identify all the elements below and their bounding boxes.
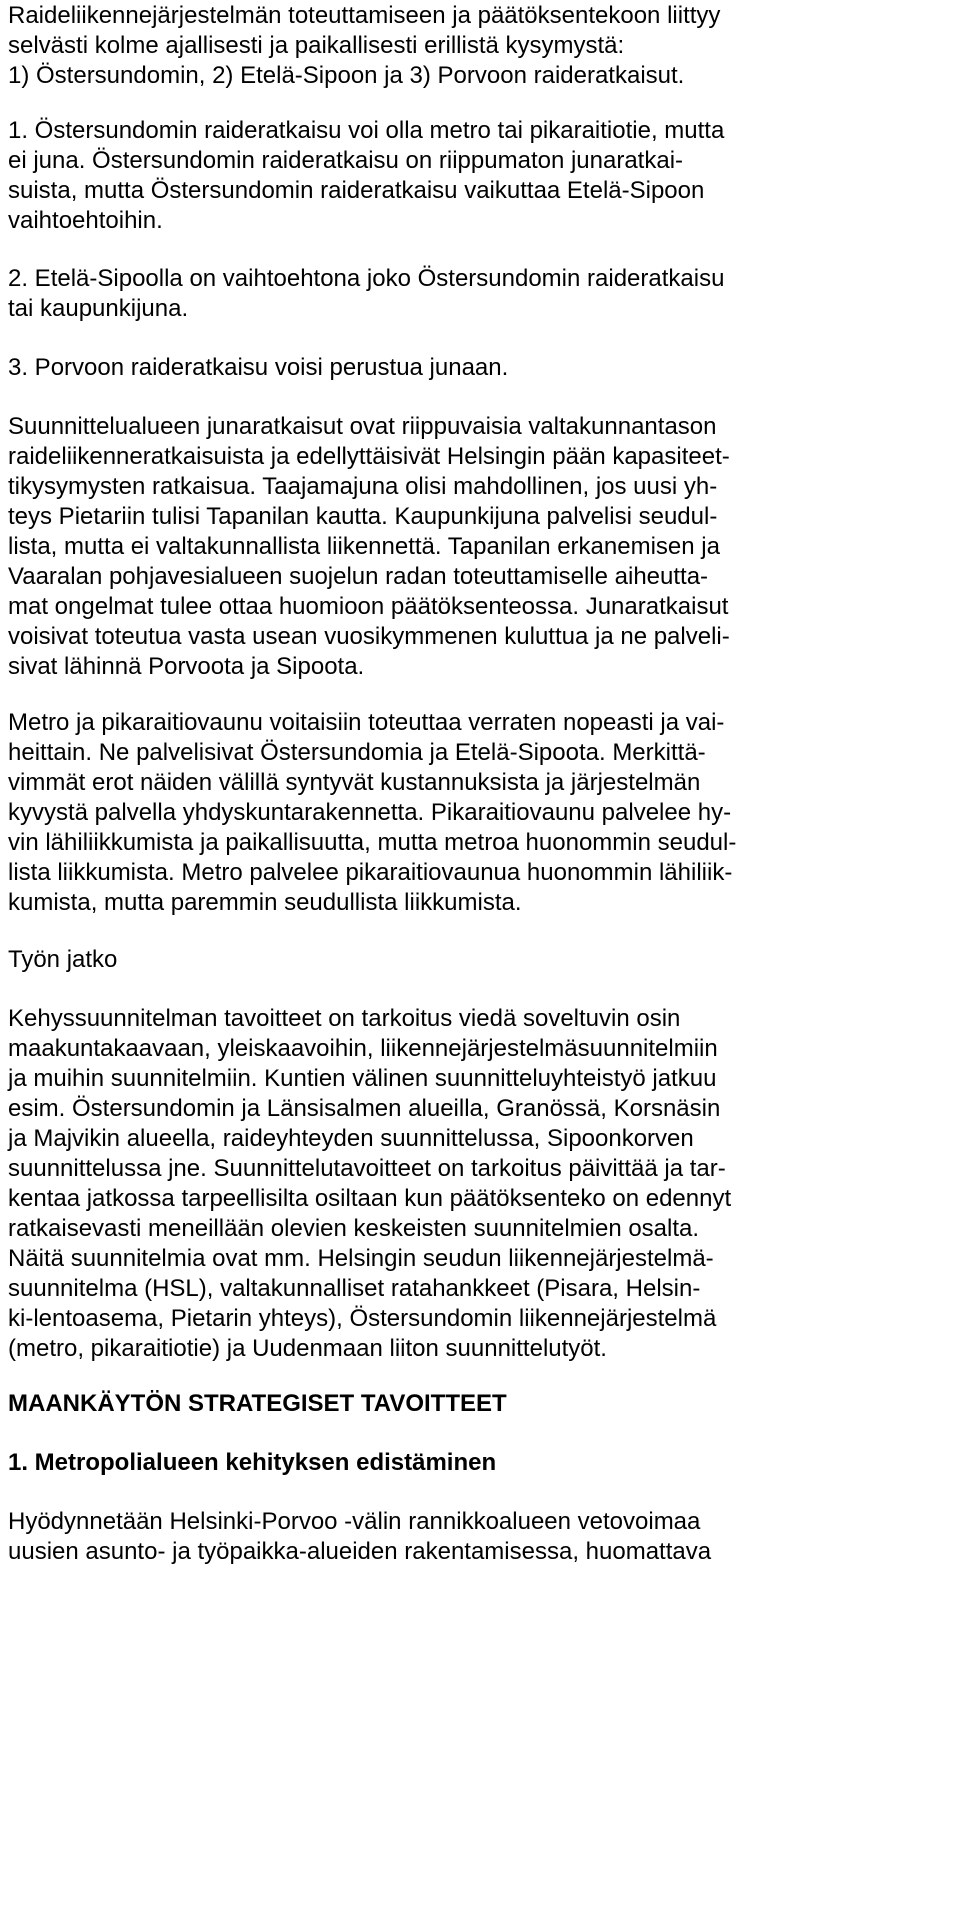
text-line: vin lähiliikkumista ja paikallisuutta, mutta metroa huonommin seudul-	[8, 829, 737, 856]
text-line: 3. Porvoon raideratkaisu voisi perustua junaan.	[8, 354, 509, 381]
paragraph-item-3	[8, 353, 508, 383]
text-line: voisivat toteutua vasta usean vuosikymmenen kuluttua ja ne palveli-	[8, 623, 730, 650]
paragraph-intro	[8, 1, 720, 91]
text-line: uusien asunto- ja työpaikka-alueiden rakentamisessa, huomattava	[8, 1538, 712, 1565]
text-line: selvästi kolme ajallisesti ja paikallisesti erillistä kysymystä:	[8, 32, 625, 59]
text-line: ja muihin suunnitelmiin. Kuntien välinen suunnitteluyhteistyö jatkuu	[8, 1065, 717, 1092]
paragraph-junaratkaisut	[8, 412, 730, 682]
paragraph-final	[8, 1507, 711, 1567]
section-heading: 1. Metropolialueen kehityksen edistäminen	[8, 1449, 497, 1476]
text-line: raideliikenneratkaisuista ja edellyttäisivät Helsingin pään kapasiteet-	[8, 443, 730, 470]
text-line: mat ongelmat tulee ottaa huomioon päätöksenteossa. Junaratkaisut	[8, 593, 729, 620]
heading-strategic	[8, 1389, 507, 1419]
text-line: suunnittelussa jne. Suunnittelutavoitteet on tarkoitus päivittää ja tar-	[8, 1155, 726, 1182]
text-line: suunnitelma (HSL), valtakunnalliset ratahankkeet (Pisara, Helsin-	[8, 1275, 701, 1302]
text-line: teys Pietariin tulisi Tapanilan kautta. Kaupunkijuna palvelisi seudul-	[8, 503, 718, 530]
text-line: ratkaisevasti meneillään olevien keskeisten suunnitelmien osalta.	[8, 1215, 700, 1242]
text-line: Raideliikennejärjestelmän toteuttamiseen ja päätöksentekoon liittyy	[8, 2, 721, 29]
paragraph-kehyssuunnitelma	[8, 1004, 731, 1364]
subheading-tyon-jatko	[8, 945, 117, 975]
text-line: (metro, pikaraitiotie) ja Uudenmaan liiton suunnittelutyöt.	[8, 1335, 607, 1362]
text-line: lista, mutta ei valtakunnallista liikennettä. Tapanilan erkanemisen ja	[8, 533, 720, 560]
text-line: 2. Etelä-Sipoolla on vaihtoehtona joko Östersundomin raideratkaisu	[8, 265, 725, 292]
paragraph-item-1	[8, 116, 724, 236]
section-heading: MAANKÄYTÖN STRATEGISET TAVOITTEET	[8, 1390, 507, 1417]
text-line: sivat lähinnä Porvoota ja Sipoota.	[8, 653, 365, 680]
text-line: tai kaupunkijuna.	[8, 295, 189, 322]
text-line: maakuntakaavaan, yleiskaavoihin, liikennejärjestelmäsuunnitelmiin	[8, 1035, 718, 1062]
text-line: heittain. Ne palvelisivat Östersundomia ja Etelä-Sipoota. Merkittä-	[8, 739, 706, 766]
text-line: ki-lentoasema, Pietarin yhteys), Östersundomin liikennejärjestelmä	[8, 1305, 717, 1332]
text-line: esim. Östersundomin ja Länsisalmen alueilla, Granössä, Korsnäsin	[8, 1095, 721, 1122]
text-line: 1) Östersundomin, 2) Etelä-Sipoon ja 3) Porvoon raideratkaisut.	[8, 62, 685, 89]
paragraph-item-2	[8, 264, 724, 324]
text-line: Työn jatko	[8, 946, 118, 973]
text-line: vaihtoehtoihin.	[8, 207, 163, 234]
text-line: tikysymysten ratkaisua. Taajamajuna olisi mahdollinen, jos uusi yh-	[8, 473, 718, 500]
text-line: suista, mutta Östersundomin raideratkaisu vaikuttaa Etelä-Sipoon	[8, 177, 705, 204]
text-line: Hyödynnetään Helsinki-Porvoo -välin rannikkoalueen vetovoimaa	[8, 1508, 701, 1535]
text-line: ei juna. Östersundomin raideratkaisu on riippumaton junaratkai-	[8, 147, 684, 174]
text-line: vimmät erot näiden välillä syntyvät kustannuksista ja järjestelmän	[8, 769, 701, 796]
text-line: Vaaralan pohjavesialueen suojelun radan toteuttamiselle aiheutta-	[8, 563, 709, 590]
text-line: 1. Östersundomin raideratkaisu voi olla metro tai pikaraitiotie, mutta	[8, 117, 725, 144]
text-line: Näitä suunnitelmia ovat mm. Helsingin seudun liikennejärjestelmä-	[8, 1245, 714, 1272]
text-line: Metro ja pikaraitiovaunu voitaisiin toteuttaa verraten nopeasti ja vai-	[8, 709, 725, 736]
text-line: lista liikkumista. Metro palvelee pikaraitiovaunua huonommin lähiliik-	[8, 859, 733, 886]
text-line: Kehyssuunnitelman tavoitteet on tarkoitus viedä soveltuvin osin	[8, 1005, 681, 1032]
heading-section-1	[8, 1448, 496, 1478]
text-line: kyvystä palvella yhdyskuntarakennetta. Pikaraitiovaunu palvelee hy-	[8, 799, 732, 826]
text-line: Suunnittelualueen junaratkaisut ovat riippuvaisia valtakunnantason	[8, 413, 717, 440]
text-line: kumista, mutta paremmin seudullista liikkumista.	[8, 889, 522, 916]
text-line: ja Majvikin alueella, raideyhteyden suunnittelussa, Sipoonkorven	[8, 1125, 694, 1152]
paragraph-metro	[8, 708, 736, 918]
text-line: kentaa jatkossa tarpeellisilta osiltaan kun päätöksenteko on edennyt	[8, 1185, 732, 1212]
